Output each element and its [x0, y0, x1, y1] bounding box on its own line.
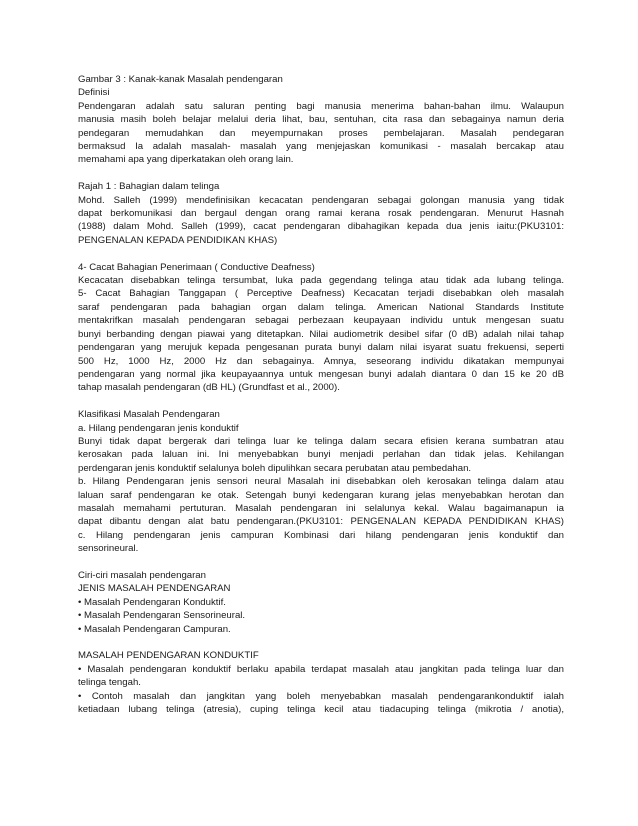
text-line: telinga tengah. [78, 677, 141, 689]
text-line: Klasifikasi Masalah Pendengaran [78, 409, 220, 421]
text-line: kerosakan pada laluan ini. Ini menyebabkan bunyi menjadi perlahan dan tidak jelas. Kehilangan [78, 449, 564, 461]
paragraph-block [78, 569, 564, 636]
text-line: c. Hilang pendengaran jenis campuran Kombinasi dari hilang pendengaran jenis konduktif dan [78, 529, 564, 541]
text-line: Bunyi tidak dapat bergerak dari telinga luar ke telinga dalam secara efisien kerana sumbatran atau [78, 435, 564, 447]
text-line: dapat dibantu dengan alat batu pendengaran.(PKU3101: PENGENALAN KEPADA PENDIDIKAN KHAS) [78, 516, 564, 528]
paragraph-block [78, 408, 564, 555]
text-line: bunyi berbanding dengan piawai yang ditetapkan. Nilai audiometrik desibel sifar (0 dB) adalah nilai tahap [78, 328, 564, 340]
text-line: Rajah 1 : Bahagian dalam telinga [78, 181, 220, 193]
document-page [78, 73, 564, 730]
text-line: masalah memahami pertuturan. Masalah pendengaran ini selalunya kekal. Walau bagaimanapun ia [78, 502, 564, 514]
text-line: pendengaran yang normal jika keupayaannya untuk mengesan bunyi adalah diantara 0 dan 15 ke 20 dB [78, 368, 564, 380]
text-line: Definisi [78, 87, 110, 99]
text-line: • Masalah Pendengaran Sensorineural. [78, 610, 246, 622]
text-line: dapat berkomunikasi dan bergaul dengan orang ramai kerana rosak pendengaran. Menurut Hasnah [78, 208, 564, 220]
text-line: b. Hilang Pendengaran jenis sensori neural Masalah ini disebabkan oleh kerosakan telinga dalam atau [78, 476, 564, 488]
text-line: saraf pendengaran pada bahagian organ dalam telinga. American National Standards Institute [78, 301, 564, 313]
text-line: pendengaran yang merujuk kepada pengesanan purata bunyi dalam nilai isyarat suatu frekuensi, seperti [78, 342, 564, 354]
text-line: a. Hilang pendengaran jenis konduktif [78, 422, 239, 434]
text-line: Ciri-ciri masalah pendengaran [78, 569, 206, 581]
text-line: memahami apa yang diperkatakan oleh orang lain. [78, 154, 294, 166]
text-line: Kecacatan disebabkan telinga tersumbat, luka pada gegendang telinga atau tidak ada lubang telinga. [78, 275, 564, 287]
paragraph-block [78, 73, 564, 167]
text-line: Pendengaran adalah satu saluran penting bagi manusia menerima bahan-bahan ilmu. Walaupun [78, 100, 564, 112]
text-line: manusia masih boleh belajar melalui deria lihat, bau, sentuhan, cita rasa dan sebagainya namun deria [78, 114, 564, 126]
text-line: pendegaran memudahkan dan meyempurnakan proses pembelajaran. Masalah pendegaran [78, 127, 564, 139]
text-line: ketiadaan lubang telinga (atresia), cuping telinga kecil atau tiadacuping telinga (mikrotia / anotia), [78, 704, 564, 716]
text-line: • Masalah Pendengaran Campuran. [78, 623, 231, 635]
text-line: • Masalah pendengaran konduktif berlaku apabila terdapat masalah atau jangkitan pada telinga luar dan [78, 663, 564, 675]
text-line: MASALAH PENDENGARAN KONDUKTIF [78, 650, 259, 662]
paragraph-block [78, 261, 564, 395]
text-line: Mohd. Salleh (1999) mendefinisikan kecacatan pendengaran sebagai golongan manusia yang tidak [78, 194, 564, 206]
text-line: sensorineural. [78, 543, 139, 555]
text-line: JENIS MASALAH PENDENGARAN [78, 583, 231, 595]
text-line: perdengaran jenis konduktif selalunya boleh dipulihkan secara perubatan atau pembedahan. [78, 462, 472, 474]
text-line: 4- Cacat Bahagian Penerimaan ( Conductive Deafness) [78, 261, 315, 273]
text-line: mentakrifkan masalah pendengaran sebagai perbezaan keupayaan individu untuk mengesan suatu [78, 315, 564, 327]
text-line: 500 Hz, 1000 Hz, 2000 Hz dan sebagainya. Amnya, seseorang individu dikatakan mempunyai [78, 355, 564, 367]
text-line: Gambar 3 : Kanak-kanak Masalah pendengaran [78, 74, 283, 85]
text-line: • Masalah Pendengaran Konduktif. [78, 596, 226, 608]
text-line: • Contoh masalah dan jangkitan yang boleh menyebabkan masalah pendengarankonduktif ialah [78, 690, 564, 702]
text-line: PENGENALAN KEPADA PENDIDIKAN KHAS) [78, 234, 278, 246]
text-line: (1988) dalam Mohd. Salleh (1999), cacat pendengaran dibahagikan kepada dua jenis iaitu:(PKU3101: [78, 221, 564, 233]
text-line: 5- Cacat Bahagian Tanggapan ( Perceptive Deafness) Kecacatan terjadi disebabkan oleh masalah [78, 288, 564, 300]
paragraph-block [78, 180, 564, 247]
text-line: bermaksud Ia adalah masalah- masalah yang menjejaskan komunikasi - masalah bercakap atau [78, 141, 564, 153]
text-line: laluan saraf pendengaran ke otak. Setengah bunyi kedengaran kurang jelas menyebabkan herotan dan [78, 489, 564, 501]
text-line: tahap masalah pendengaran (dB HL) (Grundfast et al., 2000). [78, 382, 340, 394]
paragraph-block [78, 649, 564, 716]
